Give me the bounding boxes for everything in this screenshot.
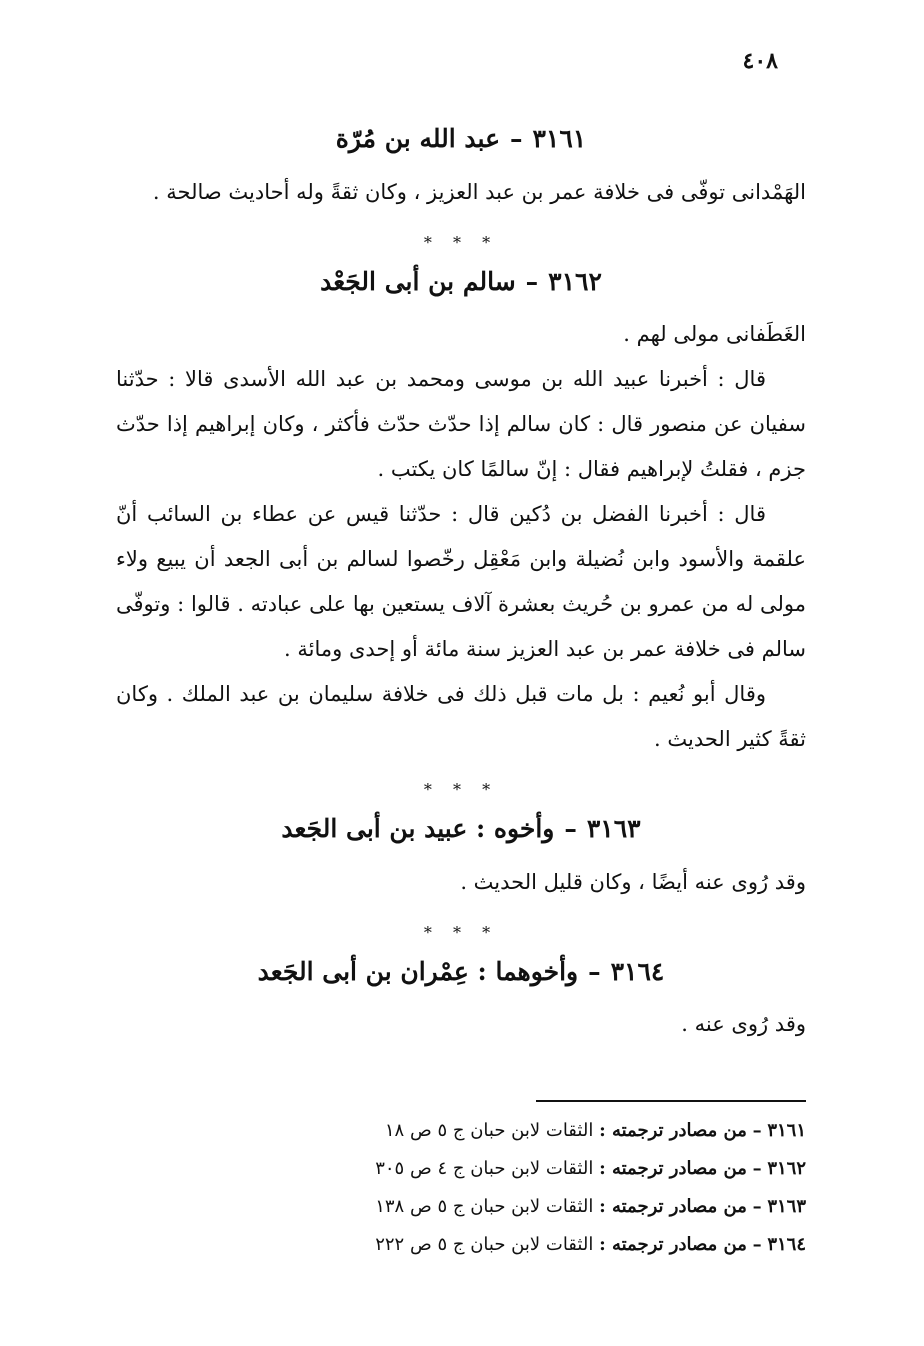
entry-dash: – <box>588 956 601 986</box>
footnote-number: ٣١٦٣ <box>767 1196 806 1217</box>
entry-name: سالم بن أبى الجَعْد <box>320 266 516 296</box>
footnote-label: من مصادر ترجمته : <box>599 1158 747 1179</box>
section-separator: * * * <box>423 232 499 252</box>
footnote-text: الثقات لابن حبان ج ٥ ص ١٨ <box>384 1120 594 1141</box>
entry-title <box>116 953 806 991</box>
footnote-dash: – <box>752 1120 762 1141</box>
footnote <box>116 1188 806 1226</box>
entry-paragraph: وقد رُوى عنه أيضًا ، وكان قليل الحديث . <box>460 869 806 894</box>
entry-paragraph: قال : أخبرنا عبيد الله بن موسى ومحمد بن عبد الله الأسدى قالا : حدّثنا سفيان عن منصور قال : كان سالم إذا حدّث حدّث فأكثر ، وكان إبراهيم إذا حدّث جزم ، فقلتُ لإبراهيم فقال : إنّ سالمًا كان يكتب . <box>116 367 806 481</box>
entry-title <box>116 120 806 158</box>
entry-title <box>116 810 806 848</box>
entry-paragraph: وقال أبو نُعيم : بل مات قبل ذلك فى خلافة سليمان بن عبد الملك . وكان ثقةً كثير الحديث . <box>116 682 806 751</box>
entry-3164 <box>116 953 806 1048</box>
entry-number: ٣١٦١ <box>532 124 587 153</box>
footnotes <box>116 1100 806 1264</box>
page-number: ٤٠٨ <box>742 48 778 74</box>
footnote-dash: – <box>752 1158 762 1179</box>
entry-paragraph: وقد رُوى عنه . <box>681 1012 806 1036</box>
footnote-text: الثقات لابن حبان ج ٤ ص ٣٠٥ <box>375 1158 594 1179</box>
entry-3163 <box>116 810 806 905</box>
entry-name: وأخوهما : عِمْران بن أبى الجَعد <box>257 956 579 986</box>
footnote-label: من مصادر ترجمته : <box>599 1234 747 1255</box>
entry-3162 <box>116 263 806 763</box>
entry-number: ٣١٦٢ <box>548 266 602 296</box>
entry-number: ٣١٦٤ <box>610 956 665 986</box>
footnote-number: ٣١٦٤ <box>767 1234 806 1255</box>
section-separator: * * * <box>423 922 499 942</box>
footnote-text: الثقات لابن حبان ج ٥ ص ١٣٨ <box>375 1196 594 1217</box>
footnote-divider <box>536 1100 806 1102</box>
entry-paragraph: قال : أخبرنا الفضل بن دُكين قال : حدّثنا قيس عن عطاء بن السائب أنّ علقمة والأسود وابن نُضيلة وابن مَعْقِل رخّصوا لسالم بن أبى الجعد أن يبيع ولاء مولى له من عمرو بن حُريث بعشرة آلاف يستعين بها على عبادته . قالوا : وتوفّى سالم فى خلافة عمر بن عبد العزيز سنة مائة أو إحدى ومائة . <box>116 502 806 661</box>
entry-dash: – <box>564 814 577 843</box>
entry-paragraph: الهَمْدانى توفّى فى خلافة عمر بن عبد العزيز ، وكان ثقةً وله أحاديث صالحة . <box>152 179 806 204</box>
section-separator: * * * <box>423 780 499 799</box>
main-content <box>116 120 806 1047</box>
footnote-dash: – <box>752 1234 762 1255</box>
entry-dash: – <box>510 124 523 153</box>
entry-name: عبد الله بن مُرّة <box>335 124 500 153</box>
entry-number: ٣١٦٣ <box>586 814 641 843</box>
footnote-label: من مصادر ترجمته : <box>599 1120 747 1141</box>
entry-dash: – <box>525 266 539 296</box>
footnote-dash: – <box>752 1196 762 1217</box>
entry-name: وأخوه : عبيد بن أبى الجَعد <box>281 814 555 843</box>
footnote-number: ٣١٦٢ <box>767 1158 806 1179</box>
entry-paragraph: الغَطَفانى مولى لهم . <box>623 322 806 346</box>
footnote <box>116 1150 806 1188</box>
footnote-number: ٣١٦١ <box>767 1120 806 1141</box>
entry-title <box>116 263 806 301</box>
footnote <box>116 1112 806 1150</box>
entry-3161 <box>116 120 806 215</box>
footnote <box>116 1226 806 1264</box>
footnote-label: من مصادر ترجمته : <box>599 1196 747 1217</box>
footnote-text: الثقات لابن حبان ج ٥ ص ٢٢٢ <box>375 1234 594 1255</box>
